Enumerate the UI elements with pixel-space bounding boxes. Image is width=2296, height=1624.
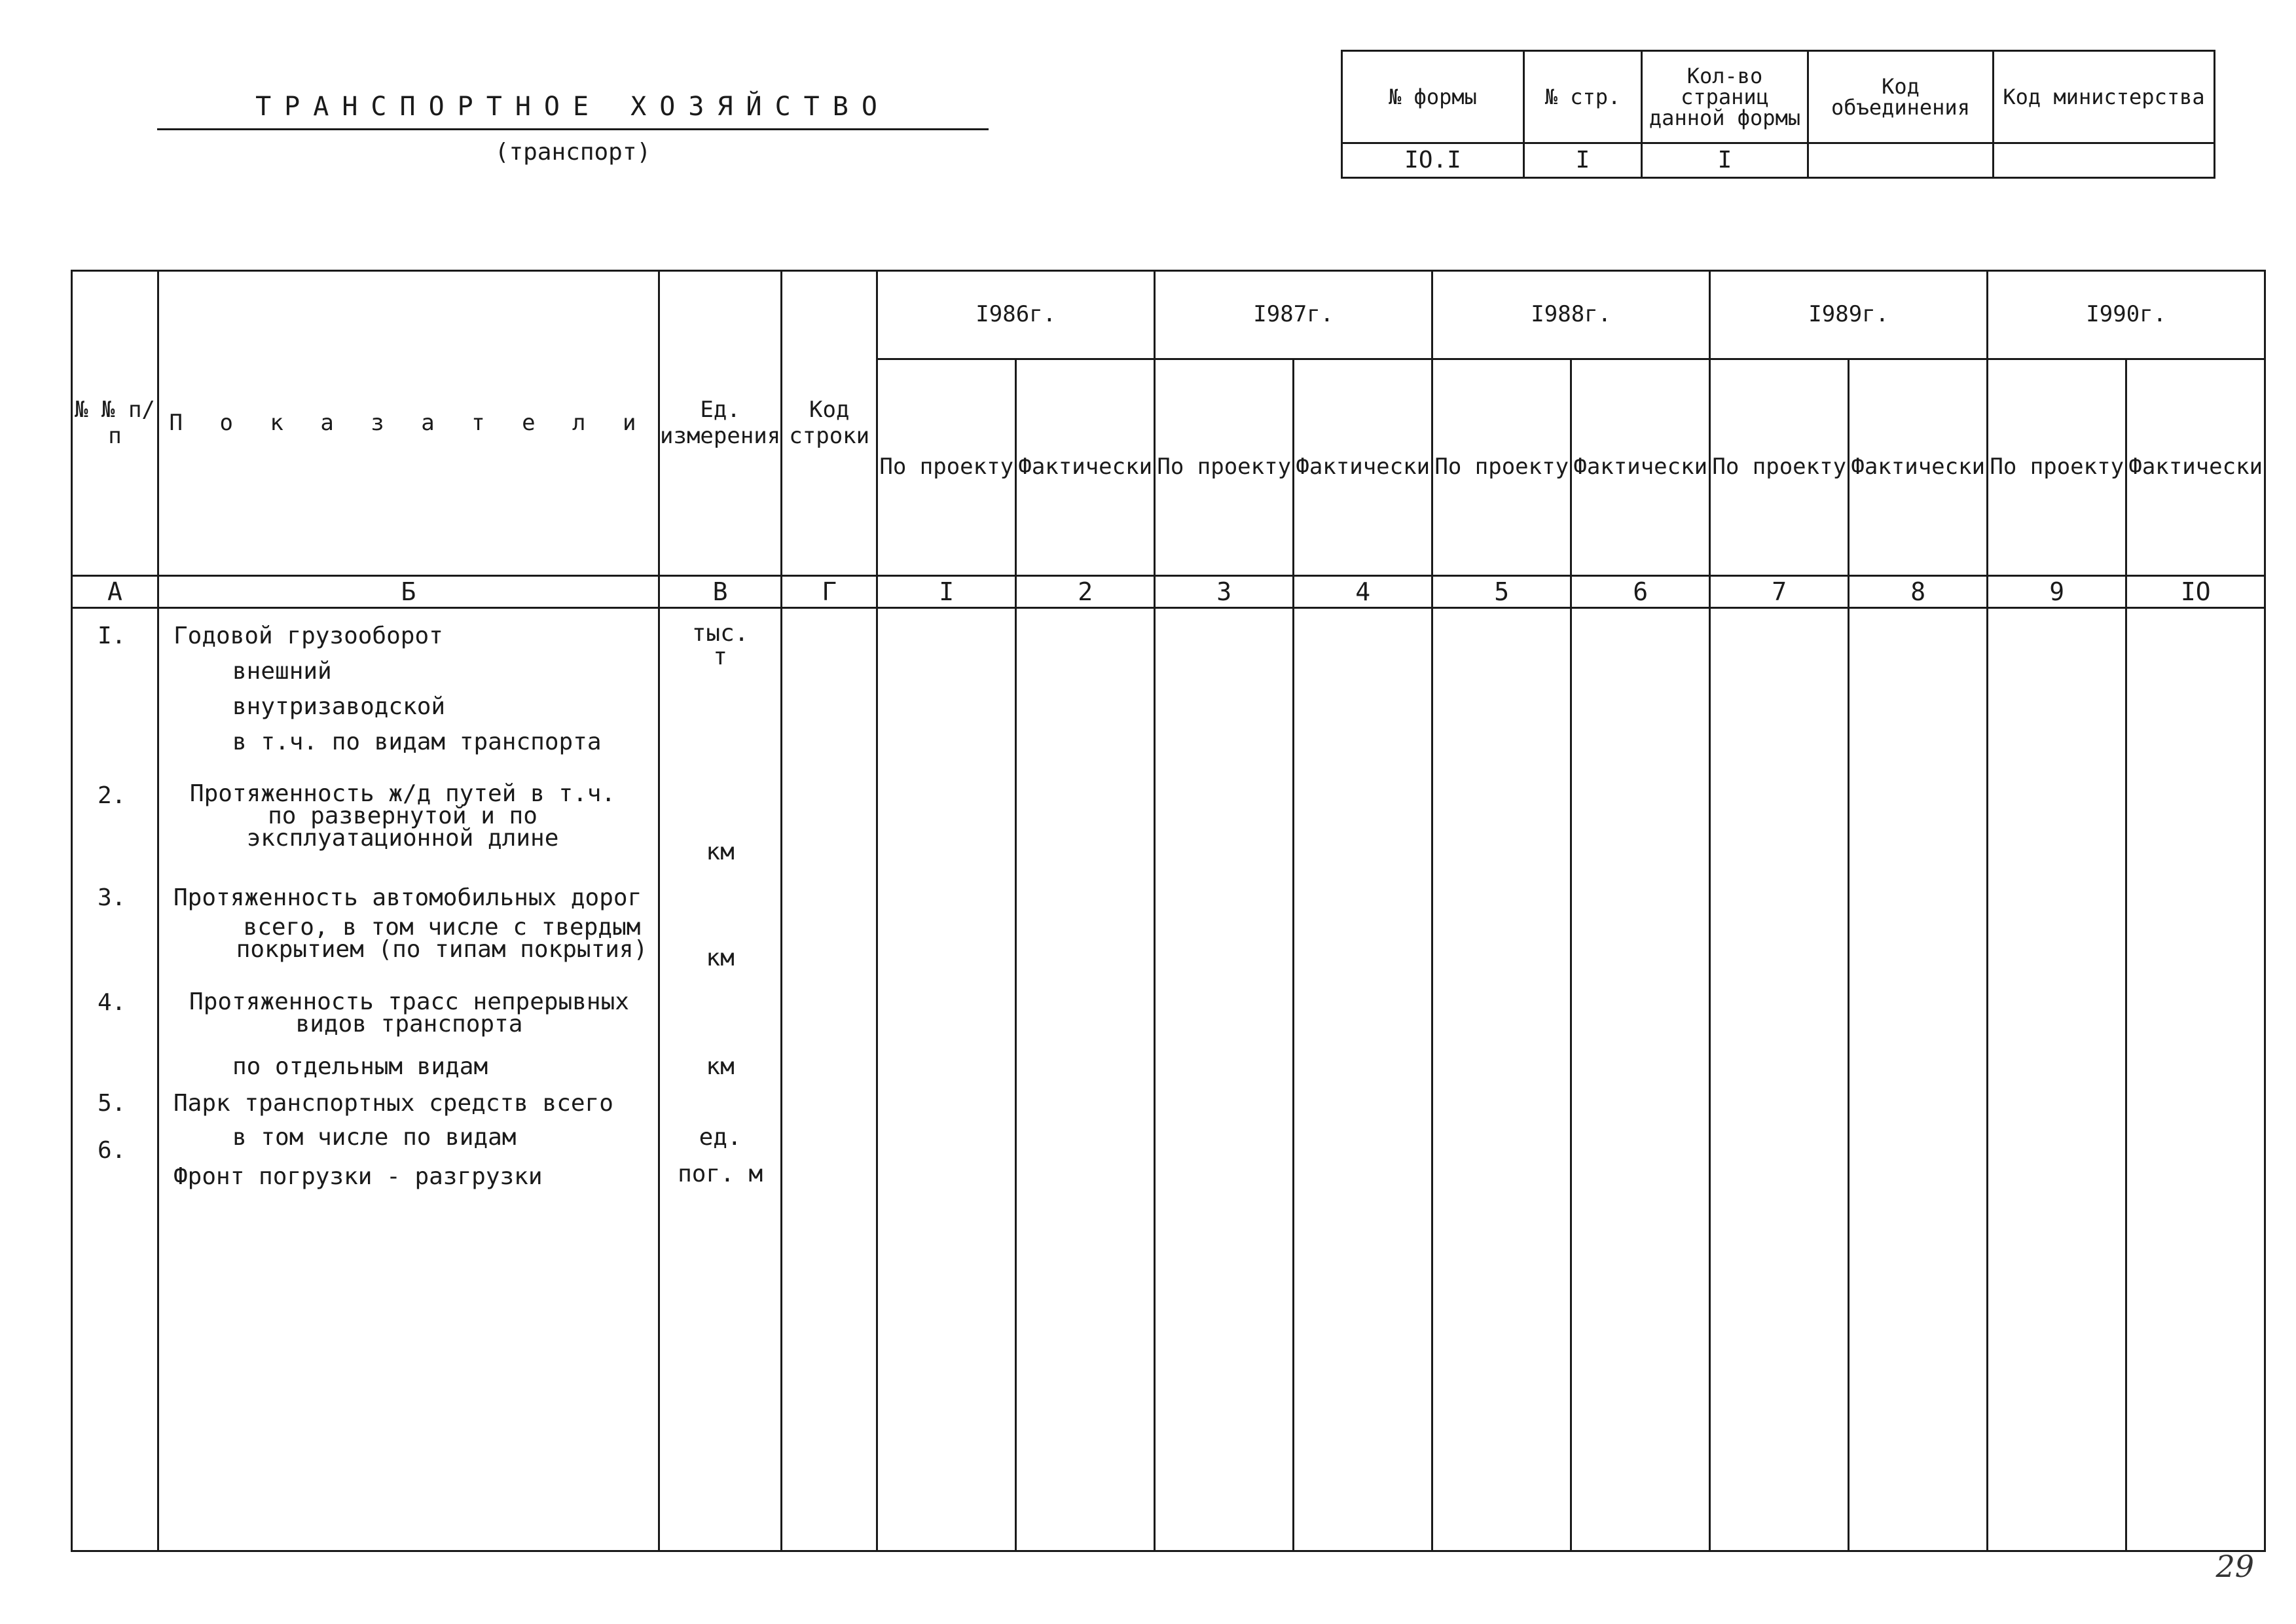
empty-data-cell [782,608,877,1551]
unit-value: км [706,1053,735,1080]
col-header-indicators: П о к а з а т е л и [158,271,659,576]
year-header: I989г. [1710,271,1988,359]
sub-header-fact: Фактически [1571,359,1710,576]
column-letter: 4 [1294,576,1432,608]
year-header: I986г. [877,271,1155,359]
column-letter: 8 [1849,576,1988,608]
col-header-unit: Ед. измерения [659,271,782,576]
column-letter: 6 [1571,576,1710,608]
indicator-text: по отдельным видам [232,1053,488,1080]
row-number: I. [98,623,126,649]
sub-header-plan: По проекту [1710,359,1849,576]
column-letter: I [877,576,1016,608]
col-header-number: № № п/п [72,271,158,576]
form-info-table [1341,50,2215,179]
row-numbers-cell [72,608,158,1551]
indicator-text: Фронт погрузки - разгрузки [173,1163,543,1190]
year-header: I990г. [1988,271,2265,359]
column-letter: 3 [1155,576,1294,608]
unit-value: пог. м [678,1161,763,1187]
year-header: I987г. [1155,271,1432,359]
indicators-cell [158,608,659,1551]
indicators-table [71,270,2266,1552]
column-letter: А [72,576,158,608]
column-letter: 5 [1432,576,1571,608]
page-count-value: I [1642,143,1808,178]
column-letter: 2 [1016,576,1155,608]
indicator-text: Протяженность трасс непрерывных видов транспорта [189,988,629,1038]
row-number: 6. [98,1137,126,1164]
sub-header-plan: По проекту [1432,359,1571,576]
row-number: 5. [98,1090,126,1117]
page-title: ТРАНСПОРТНОЕ ХОЗЯЙСТВО [255,92,890,122]
unit-value: тыс. т [691,620,749,670]
empty-data-cell [1016,608,1155,1551]
empty-data-cell [1155,608,1294,1551]
empty-data-cell [2126,608,2265,1551]
row-number: 3. [98,884,126,911]
indicator-text: Парк транспортных средств всего [173,1090,613,1117]
indicator-text: Годовой грузооборот [173,623,443,649]
sub-header-plan: По проекту [877,359,1016,576]
page-subtitle: (транспорт) [494,139,651,166]
ministry-code-header: Код министерства [1994,51,2215,143]
empty-data-cell [877,608,1016,1551]
unit-value: ед. [699,1124,742,1151]
ministry-code-value [1994,143,2215,178]
indicator-text: в т.ч. по видам транспорта [232,729,602,755]
empty-data-cell [1710,608,1849,1551]
unit-value: км [706,839,735,865]
indicator-text: внутризаводской [232,693,446,720]
empty-data-cell [1849,608,1988,1551]
sub-header-fact: Фактически [1016,359,1155,576]
sub-header-fact: Фактически [2126,359,2265,576]
association-code-header: Код объединения [1808,51,1994,143]
col-header-code: Код строки [782,271,877,576]
page-count-header: Кол-во страниц данной формы [1642,51,1808,143]
empty-data-cell [1432,608,1571,1551]
sub-header-fact: Фактически [1849,359,1988,576]
form-number-header: № формы [1342,51,1524,143]
column-letter: В [659,576,782,608]
column-letter: Г [782,576,877,608]
indicator-text: всего, в том числе с твердым покрытием (по типам покрытия) [236,914,648,964]
column-letter: Б [158,576,659,608]
year-header: I988г. [1432,271,1710,359]
indicator-text: Протяженность автомобильных дорог [173,884,642,911]
column-letter: 7 [1710,576,1849,608]
page-number-value: I [1524,143,1642,178]
units-cell [659,608,782,1551]
page-number-handwritten: 29 [2215,1549,2254,1584]
empty-data-cell [1571,608,1710,1551]
association-code-value [1808,143,1994,178]
sub-header-plan: По проекту [1988,359,2126,576]
sub-header-fact: Фактически [1294,359,1432,576]
row-number: 4. [98,989,126,1016]
row-number: 2. [98,782,126,809]
page-number-header: № стр. [1524,51,1642,143]
column-letter: IO [2126,576,2265,608]
form-number-value: IO.I [1342,143,1524,178]
empty-data-cell [1294,608,1432,1551]
indicator-text: внешний [232,658,332,685]
unit-value: км [706,945,735,971]
column-letter: 9 [1988,576,2126,608]
indicator-text: Протяженность ж/д путей в т.ч. по развернутой и по эксплуатационной длине [189,780,616,852]
empty-data-cell [1988,608,2126,1551]
title-underline [157,128,989,130]
sub-header-plan: По проекту [1155,359,1294,576]
indicator-text: в том числе по видам [232,1124,517,1151]
